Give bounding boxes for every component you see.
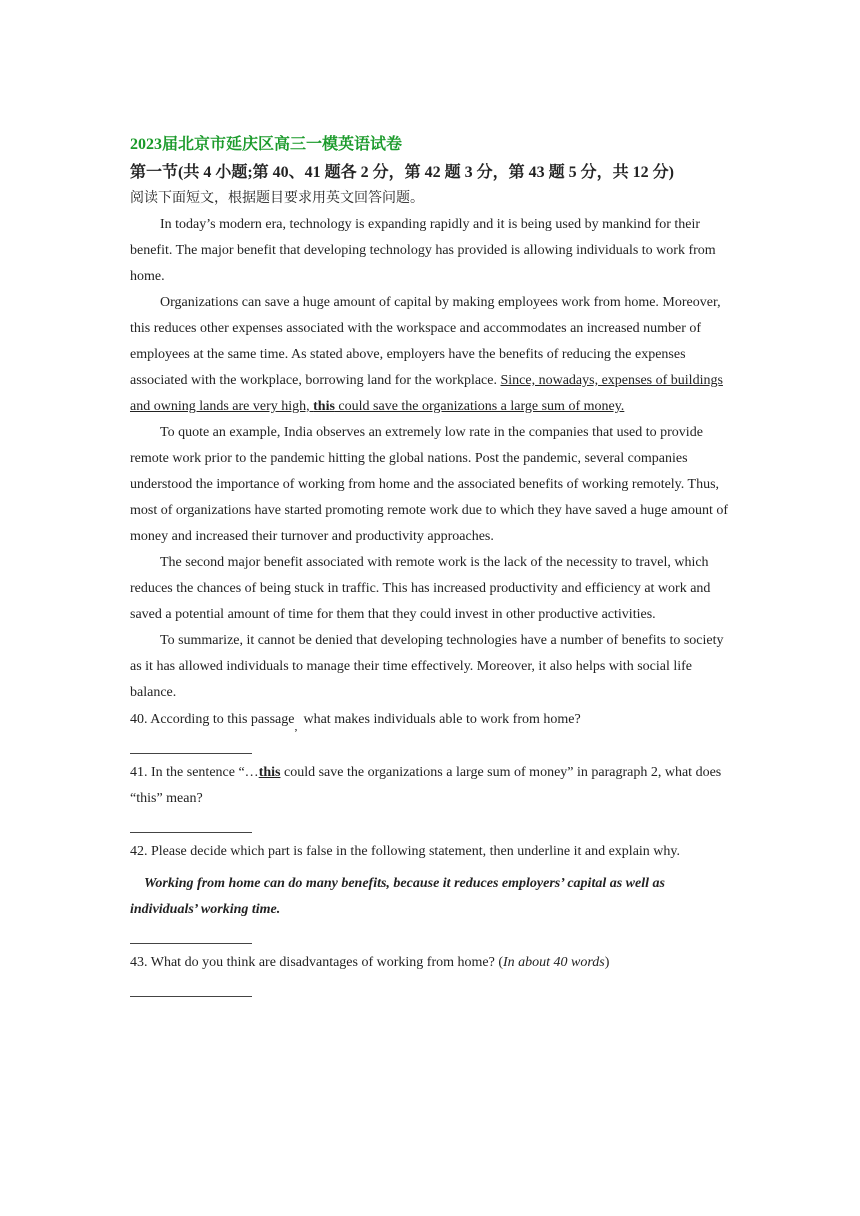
paragraph-2-text: Organizations can save a huge amount of capital by making employees work from home. Moreover, this reduces other expenses associated with the workspace and accommodates an increased number of employees at the same time. As stated above, employers have the benefits of reducing the expenses associated with the workplace, borrowing land for the workplace. [130, 295, 721, 388]
answer-line-42[interactable] [130, 923, 252, 944]
answer-line-41[interactable] [130, 812, 252, 833]
passage-paragraph-3: To quote an example, India observes an extremely low rate in the companies that used to provide remote work prior to the pandemic hitting the global nations. Post the pandemic, several companies understood the importance of working from home and the associated benefits of working remotely. Thus, most of organizations have started promoting remote work due to which they have saved a huge amount of money and increased their turnover and productivity approaches. [130, 425, 729, 544]
passage-paragraph-1: In today’s modern era, technology is expanding rapidly and it is being used by mankind for their benefit. The major benefit that developing technology has provided is allowing individuals to work from home. [130, 217, 716, 284]
underlined-sentence: Since, nowadays, expenses of buildings and owning lands are very high, this could save the organizations a large sum of money. [130, 373, 723, 414]
question-42: 42. Please decide which part is false in the following statement, then underline it and explain why. [130, 844, 680, 859]
bold-this: this [313, 399, 335, 414]
bold-this-q41: this [258, 765, 281, 780]
instruction-text: 阅读下面短文，根据题目要求用英文回答问题。 [130, 191, 424, 206]
question-42-statement: Working from home can do many benefits, because it reduces employers’ capital as well as individuals’ working time. [130, 876, 665, 917]
exam-title: 2023届北京市延庆区高三一模英语试卷 [130, 136, 403, 153]
question-40: 40. According to this passage, what makes individuals able to work from home? [130, 712, 581, 733]
answer-line-40[interactable] [130, 733, 252, 754]
passage-paragraph-2 [130, 290, 730, 420]
question-43: 43. What do you think are disadvantages of working from home? (In about 40 words) [130, 955, 610, 970]
section-heading: 第一节(共 4 小题;第 40、41 题各 2 分，第 42 题 3 分，第 43 题 5 分，共 12 分) [130, 164, 674, 181]
passage-paragraph-4: The second major benefit associated with remote work is the lack of the necessity to travel, which reduces the chances of being stuck in traffic. This has increased productivity and efficiency at work and saved a potential amount of time for them that they could invest in other productive activities. [130, 555, 711, 622]
question-41: 41. In the sentence “…this could save the organizations a large sum of money” in paragraph 2, what does “this” mean? [130, 765, 722, 806]
document-body [130, 132, 730, 1003]
answer-line-43[interactable] [130, 976, 252, 997]
passage-paragraph-5: To summarize, it cannot be denied that developing technologies have a number of benefits to society as it has allowed individuals to manage their time effectively. Moreover, it also helps with social life balance. [130, 633, 724, 700]
